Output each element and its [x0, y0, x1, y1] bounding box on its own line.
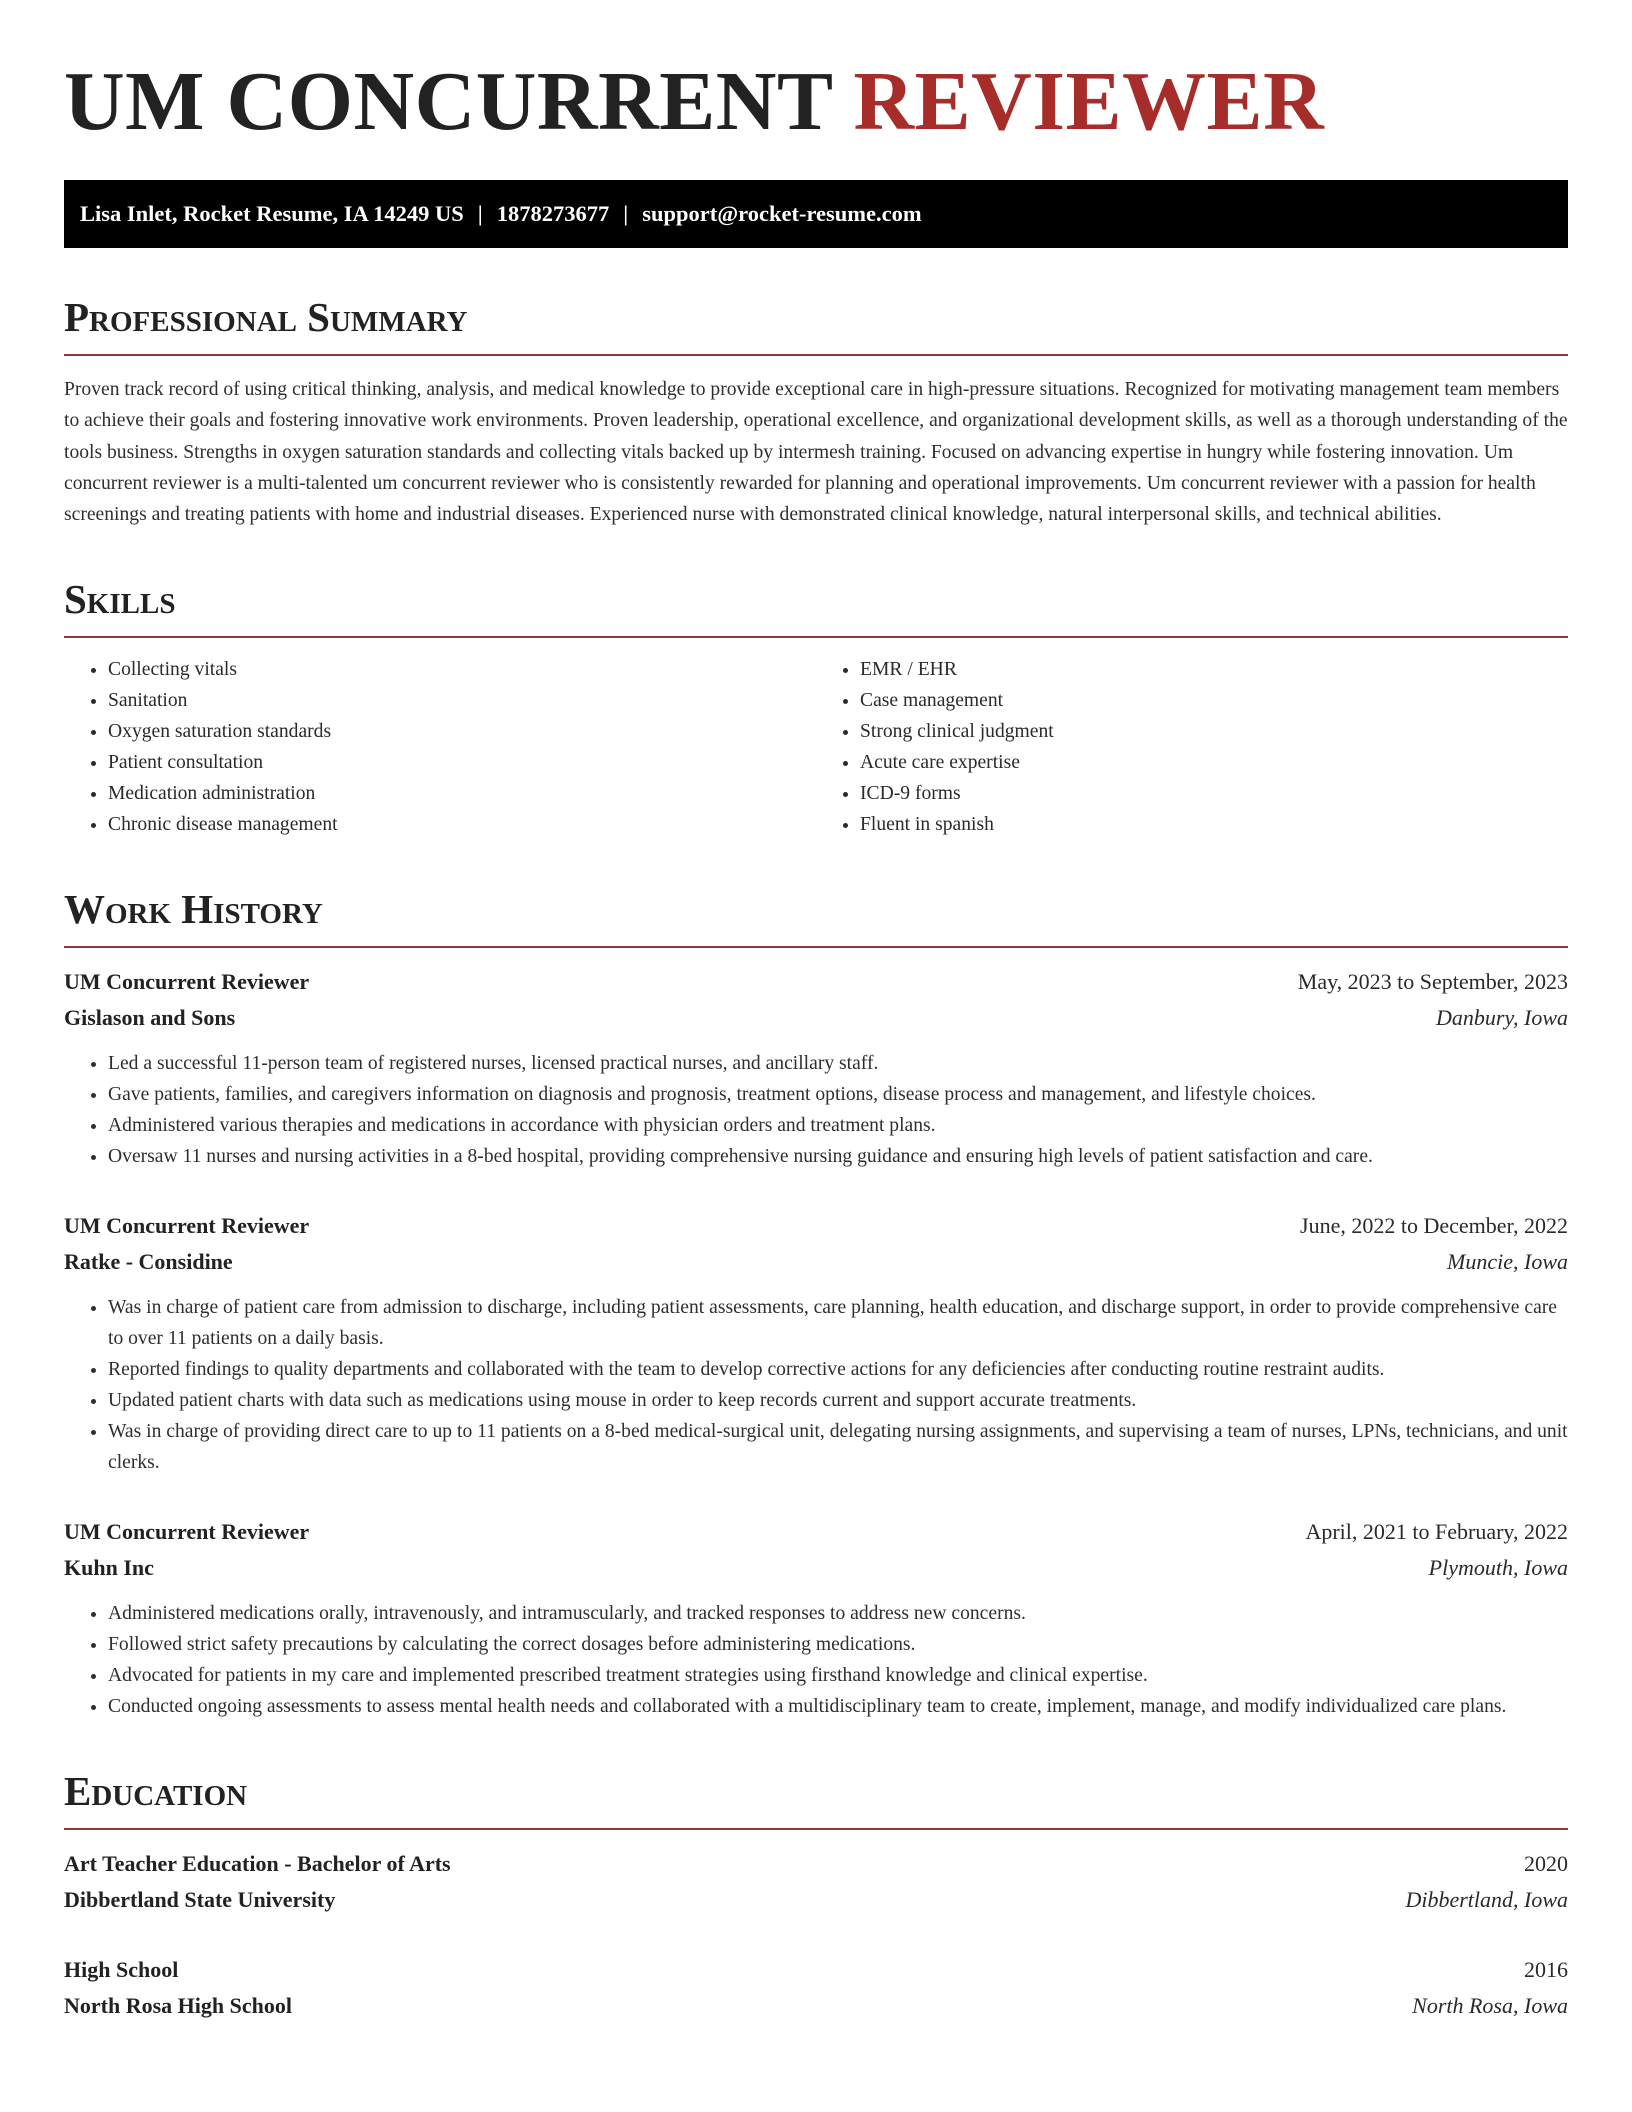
job-bullet: • Was in charge of providing direct care to up to 11 patients on a 8-bed medical-surgical unit, delegating nursing assignments, and supervising a team of nurses, LPNs, technicians, and unit clerks. — [108, 1416, 1568, 1478]
education-year: 2020 — [1524, 1851, 1568, 1877]
skills-right-list — [816, 654, 1568, 840]
job-bullets — [64, 1048, 1568, 1172]
education-school: Dibbertland State University — [64, 1887, 336, 1913]
job-bullets — [64, 1598, 1568, 1722]
skill-item: • ICD-9 forms — [860, 778, 1568, 809]
summary-text: Proven track record of using critical thinking, analysis, and medical knowledge to provide exceptional care in high-pressure situations. Recognized for motivating management team members to achieve their goals and fostering innovative work environments. Proven leadership, operational excellence, and organizational development skills, as well as a thorough understanding of the tools business. Strengths in oxygen saturation standards and collecting vitals backed up by intermesh training. Focused on advancing expertise in hungry while fostering innovation. Um concurrent reviewer is a multi-talented um concurrent reviewer who is consistently rewarded for planning and operational improvements. Um concurrent reviewer with a passion for health screenings and treating patients with home and industrial diseases. Experienced nurse with demonstrated clinical knowledge, natural interpersonal skills, and technical abilities. — [64, 379, 1568, 526]
education-degree: High School — [64, 1957, 179, 1983]
work-history-heading: Work History — [64, 884, 1568, 948]
skill-item: • Fluent in spanish — [860, 809, 1568, 840]
job-title-row — [64, 1208, 1568, 1244]
job-bullet: • Advocated for patients in my care and implemented prescribed treatment strategies using firsthand knowledge and clinical expertise. — [108, 1660, 1568, 1691]
skill-item: • Strong clinical judgment — [860, 716, 1568, 747]
job-bullets — [64, 1292, 1568, 1478]
skills-heading: Skills — [64, 574, 1568, 638]
job-company-row — [64, 1550, 1568, 1586]
contact-bar — [64, 180, 1568, 248]
job-company: Kuhn Inc — [64, 1555, 154, 1581]
skill-item: • Sanitation — [108, 685, 816, 716]
education-location: Dibbertland, Iowa — [1405, 1887, 1568, 1913]
job-title-row — [64, 964, 1568, 1000]
job-bullet: • Updated patient charts with data such as medications using mouse in order to keep records current and support accurate treatments. — [108, 1385, 1568, 1416]
skill-item: • Chronic disease management — [108, 809, 816, 840]
title-accent: REVIEWER — [853, 55, 1325, 148]
education-entry — [64, 1846, 1568, 1918]
job-dates: May, 2023 to September, 2023 — [1297, 969, 1568, 995]
skill-item: • Patient consultation — [108, 747, 816, 778]
skills-left-list — [64, 654, 816, 840]
contact-separator: | — [477, 201, 483, 226]
job-entry — [64, 964, 1568, 1172]
job-title: UM Concurrent Reviewer — [64, 1519, 310, 1545]
job-company: Gislason and Sons — [64, 1005, 236, 1031]
job-bullet: • Administered various therapies and medications in accordance with physician orders and treatment plans. — [108, 1110, 1568, 1141]
skill-item: • Collecting vitals — [108, 654, 816, 685]
skill-item: • EMR / EHR — [860, 654, 1568, 685]
job-entry — [64, 1514, 1568, 1722]
education-degree: Art Teacher Education - Bachelor of Arts — [64, 1851, 451, 1877]
job-bullet: • Gave patients, families, and caregivers information on diagnosis and prognosis, treatment options, disease process and management, and lifestyle choices. — [108, 1079, 1568, 1110]
education-heading: Education — [64, 1766, 1568, 1830]
education-degree-row — [64, 1846, 1568, 1882]
education-school-row — [64, 1988, 1568, 2024]
education-entry — [64, 1952, 1568, 2024]
contact-email[interactable]: support@rocket-resume.com — [642, 201, 922, 226]
skill-item: • Medication administration — [108, 778, 816, 809]
skill-item: • Case management — [860, 685, 1568, 716]
skill-item: • Oxygen saturation standards — [108, 716, 816, 747]
education-degree-row — [64, 1952, 1568, 1988]
job-bullet: • Was in charge of patient care from admission to discharge, including patient assessments, care planning, health education, and discharge support, in order to provide comprehensive care to over 11 patients on a daily basis. — [108, 1292, 1568, 1354]
job-company-row — [64, 1000, 1568, 1036]
job-bullet: • Followed strict safety precautions by calculating the correct dosages before administering medications. — [108, 1629, 1568, 1660]
job-company-row — [64, 1244, 1568, 1280]
summary-section — [64, 292, 1568, 530]
job-location: Muncie, Iowa — [1447, 1249, 1568, 1275]
skill-item: • Acute care expertise — [860, 747, 1568, 778]
job-bullet: • Oversaw 11 nurses and nursing activities in a 8-bed hospital, providing comprehensive nursing guidance and ensuring high levels of patient satisfaction and care. — [108, 1141, 1568, 1172]
job-bullet: • Reported findings to quality departments and collaborated with the team to develop corrective actions for any deficiencies after conducting routine restraint audits. — [108, 1354, 1568, 1385]
skills-section — [64, 574, 1568, 840]
job-location: Danbury, Iowa — [1436, 1005, 1568, 1031]
job-company: Ratke - Considine — [64, 1249, 233, 1275]
title-main: UM CONCURRENT — [64, 55, 832, 148]
job-dates: April, 2021 to February, 2022 — [1305, 1519, 1568, 1545]
job-bullet: • Conducted ongoing assessments to assess mental health needs and collaborated with a multidisciplinary team to create, implement, manage, and modify individualized care plans. — [108, 1691, 1568, 1722]
job-dates: June, 2022 to December, 2022 — [1300, 1213, 1568, 1239]
education-location: North Rosa, Iowa — [1412, 1993, 1568, 2019]
skills-columns — [64, 654, 1568, 840]
job-title: UM Concurrent Reviewer — [64, 969, 310, 995]
job-title: UM Concurrent Reviewer — [64, 1213, 310, 1239]
contact-address: Lisa Inlet, Rocket Resume, IA 14249 US — [80, 201, 464, 226]
education-year: 2016 — [1524, 1957, 1568, 1983]
resume-title — [64, 52, 1568, 152]
job-location: Plymouth, Iowa — [1428, 1555, 1568, 1581]
summary-heading: Professional Summary — [64, 292, 1568, 356]
work-history-section — [64, 884, 1568, 1722]
job-title-row — [64, 1514, 1568, 1550]
contact-separator: | — [623, 201, 629, 226]
education-section — [64, 1766, 1568, 2024]
education-school-row — [64, 1882, 1568, 1918]
education-school: North Rosa High School — [64, 1993, 292, 2019]
job-entry — [64, 1208, 1568, 1478]
contact-phone[interactable]: 1878273677 — [496, 201, 610, 226]
job-bullet: • Administered medications orally, intravenously, and intramuscularly, and tracked responses to address new concerns. — [108, 1598, 1568, 1629]
job-bullet: • Led a successful 11-person team of registered nurses, licensed practical nurses, and ancillary staff. — [108, 1048, 1568, 1079]
